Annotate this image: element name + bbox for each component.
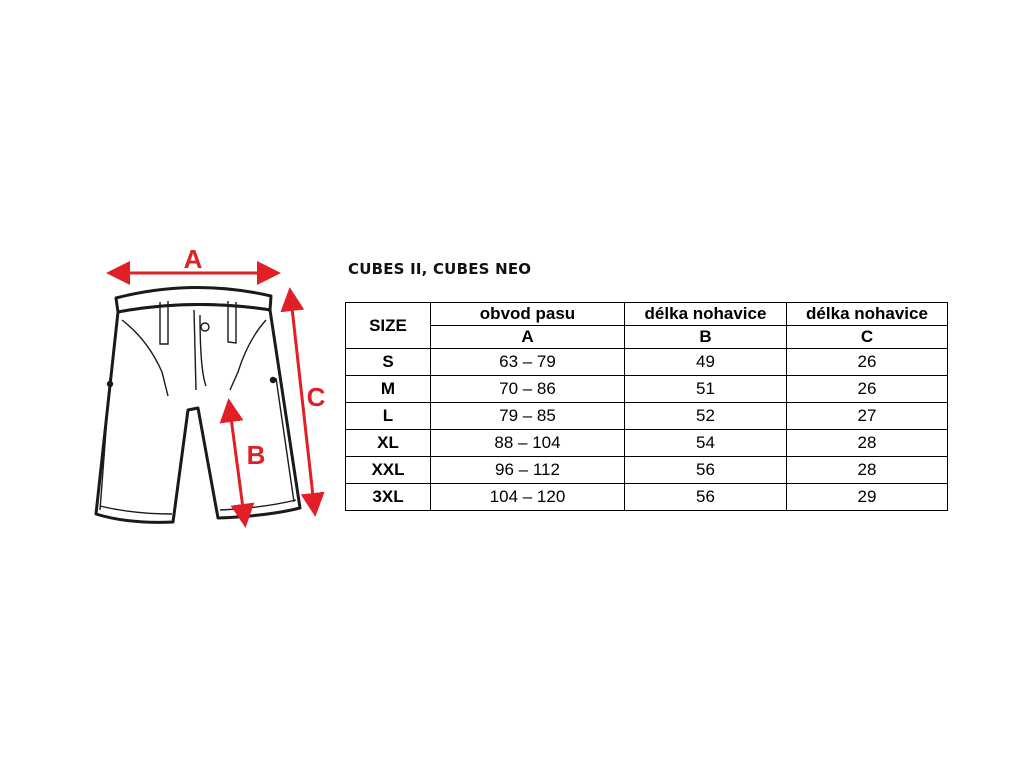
size-cell: L [346, 403, 431, 430]
shorts-measurement-diagram [88, 240, 338, 530]
leg-length-c-cell: 28 [787, 430, 948, 457]
size-cell: M [346, 376, 431, 403]
size-table [345, 302, 948, 511]
waist-cell: 88 – 104 [431, 430, 625, 457]
leg-length-c-cell: 28 [787, 457, 948, 484]
waist-cell: 96 – 112 [431, 457, 625, 484]
size-header: SIZE [346, 303, 431, 349]
leg-length-b-cell: 56 [625, 457, 787, 484]
leg-length-c-cell: 26 [787, 376, 948, 403]
leg-length-c-cell: 29 [787, 484, 948, 511]
leg-length-b-cell: 51 [625, 376, 787, 403]
table-row [346, 376, 948, 403]
size-cell: XL [346, 430, 431, 457]
table-row [346, 349, 948, 376]
column-letter-c: C [787, 326, 948, 349]
column-header-c: délka nohavice [787, 303, 948, 326]
label-b: B [246, 440, 266, 470]
waist-cell: 104 – 120 [431, 484, 625, 511]
waist-cell: 79 – 85 [431, 403, 625, 430]
size-cell: 3XL [346, 484, 431, 511]
table-subheader-row [346, 326, 948, 349]
column-letter-b: B [625, 326, 787, 349]
product-title: CUBES II, CUBES NEO [348, 260, 532, 278]
table-row [346, 430, 948, 457]
shorts-outline [96, 287, 300, 522]
leg-length-b-cell: 49 [625, 349, 787, 376]
size-cell: S [346, 349, 431, 376]
leg-length-c-cell: 27 [787, 403, 948, 430]
table-row [346, 484, 948, 511]
waist-cell: 70 – 86 [431, 376, 625, 403]
waist-cell: 63 – 79 [431, 349, 625, 376]
size-cell: XXL [346, 457, 431, 484]
leg-length-b-cell: 54 [625, 430, 787, 457]
table-row [346, 457, 948, 484]
leg-length-c-cell: 26 [787, 349, 948, 376]
table-row [346, 403, 948, 430]
column-header-b: délka nohavice [625, 303, 787, 326]
column-header-a: obvod pasu [431, 303, 625, 326]
label-a: A [183, 244, 203, 274]
leg-length-b-cell: 52 [625, 403, 787, 430]
table-header-row [346, 303, 948, 326]
column-letter-a: A [431, 326, 625, 349]
leg-length-b-cell: 56 [625, 484, 787, 511]
label-c: C [306, 382, 326, 412]
